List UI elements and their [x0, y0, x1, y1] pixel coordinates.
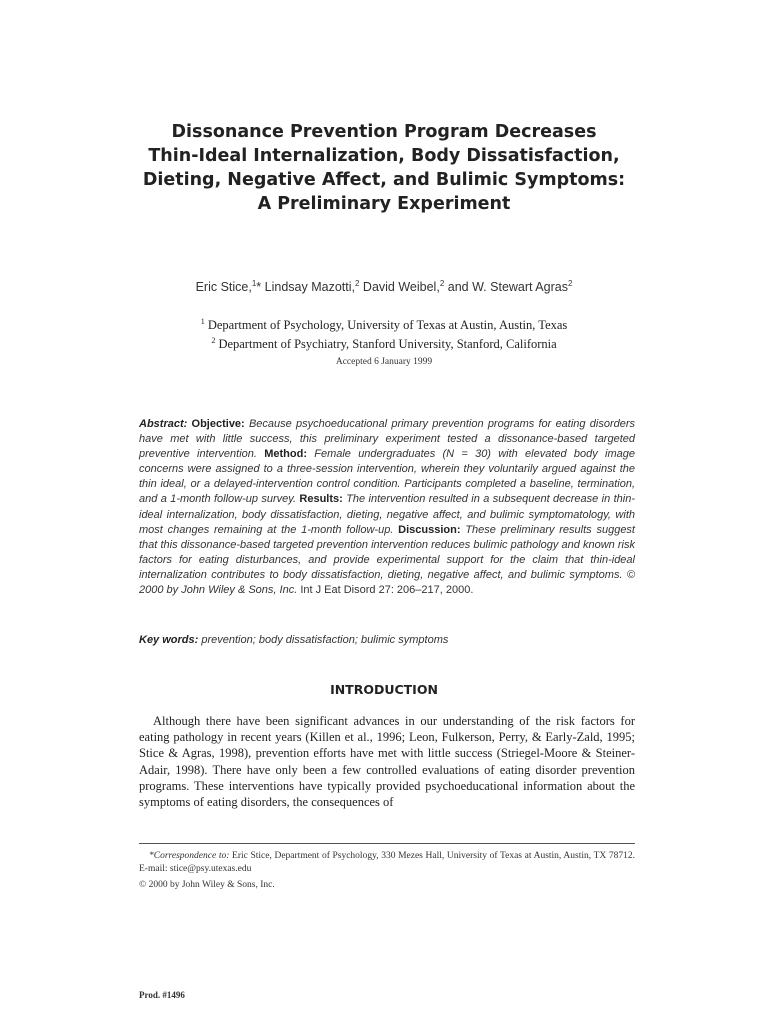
author-name: Eric Stice, — [195, 280, 252, 295]
author-name: David Weibel, — [362, 280, 440, 295]
accepted-date: Accepted 6 January 1999 — [335, 357, 433, 367]
intro-paragraph: Although there have been significant advances in our understanding of the risk factors for eating pathology in recent years (Killen et al., 1996; Leon, Fulkerson, Perry, & Early-Zald, 1995; Stice & Agras, 1998), prevention efforts have met with little success (Striegel-Moore & Steiner-Adair, 1998). There have only been a few controlled evaluations of eating disorder prevention programs. These interventions have typically provided psychoeducational information about the symptoms of eating disorders, the consequences of — [139, 714, 635, 810]
discussion-text: These preliminary results suggest that this dissonance-based targeted prevention intervention reduces bulimic pathology and known risk factors for eating disturbances, and provide experimental support for the claim that thin-ideal internalization contributes to body dissatisfaction, dieting, negative affect, and bulimic symptoms. © 2000 by John Wiley & Sons, Inc. — [139, 523, 635, 597]
abstract — [139, 417, 635, 598]
objective-text: Because psychoeducational primary prevention programs for eating disorders have met with little success, this preliminary experiment tested a dissonance-based targeted preventive intervention. — [139, 418, 635, 461]
affiliation-mark: 1 — [200, 317, 205, 326]
keywords — [139, 634, 635, 646]
footnote-label: *Correspondence to: — [149, 851, 230, 861]
keywords-text: prevention; body dissatisfaction; bulimic symptoms — [201, 634, 449, 646]
abstract-label: Abstract: — [139, 418, 188, 430]
title-line: Thin-Ideal Internalization, Body Dissatisfaction, — [148, 146, 620, 166]
correspondence-footnote — [139, 850, 635, 876]
affiliation-text: Department of Psychiatry, Stanford University, Stanford, California — [215, 337, 557, 352]
affiliation-mark: 2 — [211, 336, 216, 346]
keywords-label: Key words: — [139, 634, 199, 646]
title-line: Dieting, Negative Affect, and Bulimic Symptoms: — [142, 170, 626, 190]
affiliation-text: Department of Psychology, University of Texas at Austin, Austin, Texas — [204, 318, 568, 333]
results-text: The intervention resulted in a subsequent decrease in thin-ideal internalization, body dissatisfaction, dieting, negative affect, and bulimic symptomatology, with most changes remaining at the 1-month follow-up. — [139, 493, 635, 536]
section-heading: INTRODUCTION — [330, 682, 438, 697]
author-affiliation-mark: 2 — [354, 279, 360, 288]
author-list — [100, 279, 668, 294]
footnote-divider — [139, 843, 635, 844]
author-affiliation-mark: 2 — [439, 279, 445, 288]
author-affiliation-mark: 2 — [567, 279, 573, 288]
results-label: Results: — [299, 493, 343, 506]
discussion-label: Discussion: — [398, 523, 461, 536]
method-label: Method: — [264, 448, 307, 461]
corresponding-author-mark: * — [256, 280, 262, 295]
footnote-text: Eric Stice, Department of Psychology, 330 Mezes Hall, University of Texas at Austin, Austin, TX 78712. E-mail: stice@psy.utexas.edu — [139, 851, 635, 874]
author-name: and W. Stewart Agras — [447, 280, 568, 295]
affiliation-line — [100, 333, 668, 352]
author-affiliation-mark: 1 — [251, 279, 257, 288]
objective-label: Objective: — [191, 418, 245, 430]
method-text: Female undergraduates (N = 30) with elevated body image concerns were assigned to a three-session intervention, wherein they voluntarily argued against the thin ideal, or a delayed-intervention control condition. Participants completed a baseline, termination, and a 1-month follow-up survey. — [139, 448, 635, 506]
paper-title — [100, 120, 668, 216]
author-name: Lindsay Mazotti, — [264, 280, 355, 295]
copyright-notice: © 2000 by John Wiley & Sons, Inc. — [139, 880, 275, 890]
title-line: A Preliminary Experiment — [257, 194, 511, 214]
production-number: Prod. #1496 — [139, 990, 185, 1000]
title-line: Dissonance Prevention Program Decreases — [171, 122, 597, 142]
affiliation-line — [100, 314, 668, 333]
journal-citation: Int J Eat Disord 27: 206–217, 2000. — [300, 584, 474, 597]
affiliations — [100, 314, 668, 352]
